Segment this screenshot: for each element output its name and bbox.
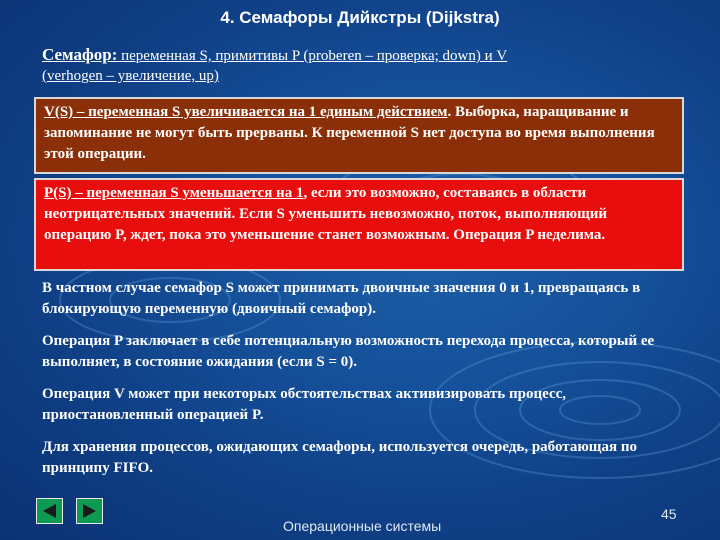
p-operation-box	[34, 178, 684, 271]
p-operation-text: , если это возможно, составаясь в области неотрицательных значений. Если S уменьшить невозможно, поток, выполняющий операцию P, ждет, пока это уменьшение станет возможным. Операция P неделима.	[44, 185, 608, 243]
paragraph-p-wait: Операция P заключает в себе потенциальную возможность перехода процесса, который ее выполняет, в состояние ожидания (если S = 0).	[42, 333, 655, 370]
prev-slide-button[interactable]	[36, 498, 63, 524]
paragraph-fifo-queue: Для хранения процессов, ожидающих семафоры, используется очередь, работающая по принципу FIFO.	[42, 439, 637, 476]
definition-text: переменная S, примитивы P (proberen – проверка; down) и V	[117, 48, 508, 64]
triangle-right-icon	[77, 499, 102, 523]
definition-term: Семафор:	[42, 45, 118, 64]
v-operation-text: . Выборка, наращивание и запоминание не могут быть прерваны. К переменной S нет доступа во время выполнения этой операции.	[44, 104, 655, 162]
triangle-left-icon	[37, 499, 62, 523]
v-operation-heading: V(S) – переменная S увеличивается на 1 единым действием	[44, 104, 448, 120]
p-operation-heading: P(S) – переменная S уменьшается на 1	[44, 185, 304, 201]
v-operation-box	[34, 97, 684, 174]
semaphore-definition	[42, 45, 682, 86]
definition-text-line2: (verhogen – увеличение, up)	[42, 68, 219, 84]
page-number: 45	[661, 506, 677, 522]
footer-course-name: Операционные системы	[283, 518, 442, 534]
paragraph-v-activate: Операция V может при некоторых обстоятельствах активизировать процесс, приостановленный операцией P.	[42, 386, 567, 423]
paragraph-binary-semaphore: В частном случае семафор S может принимать двоичные значения 0 и 1, превращаясь в блокирующую переменную (двоичный семафор).	[42, 280, 641, 317]
next-slide-button[interactable]	[76, 498, 103, 524]
slide-title: 4. Семафоры Дийкстры (Dijkstra)	[220, 8, 500, 27]
